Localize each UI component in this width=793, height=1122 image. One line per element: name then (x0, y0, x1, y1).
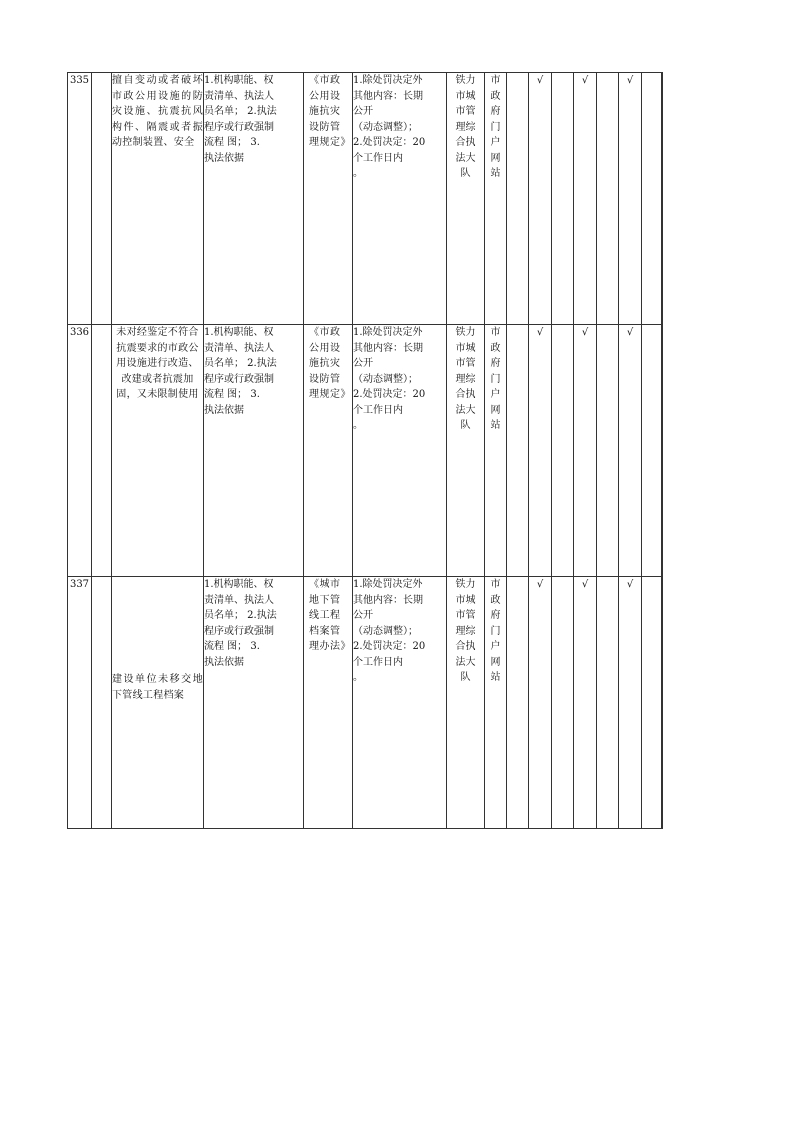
disclosure-table (67, 72, 663, 829)
content-line: 流程 图； 3. (204, 641, 260, 652)
time-line: 其他内容：长期 (353, 594, 423, 606)
time-line: （动态调整）； (353, 121, 418, 133)
channel-text: 市政府门户网站 (490, 75, 501, 179)
content-line: 流程 图； 3. (204, 137, 260, 148)
check-mark-cell: √ (529, 577, 552, 829)
disclosure-content (204, 325, 304, 577)
time-line: 公开 (353, 610, 373, 621)
check-mark-cell: √ (574, 577, 597, 829)
time-line: 2.处罚决定：20 (353, 137, 426, 148)
table-row (68, 73, 663, 325)
disclosure-subject (447, 73, 485, 325)
time-line: 1.除处罚决定外 (353, 579, 423, 590)
subject-text: 铁力市城市管理综合执法大队 (455, 75, 476, 179)
time-line: 个工作日内 (353, 656, 403, 668)
item-name: 未对经鉴定不符合抗震要求的市政公用设施进行改造、改建或者抗震加 固，又未限制使用 (112, 325, 204, 577)
check-mark-cell (597, 73, 619, 325)
disclosure-channel (485, 325, 507, 577)
disclosure-content (204, 73, 304, 325)
check-mark-cell (552, 73, 574, 325)
time-line: 。 (353, 420, 363, 431)
disclosure-basis (304, 577, 353, 829)
table-row (68, 325, 663, 577)
content-line: 员名单； 2.执法 (204, 610, 277, 621)
content-line: 执法依据 (204, 404, 244, 416)
trailing-cell (662, 577, 663, 829)
time-line: 公开 (353, 106, 373, 117)
check-mark-cell (552, 325, 574, 577)
time-line: 。 (353, 168, 363, 179)
disclosure-content (204, 577, 304, 829)
content-line: 执法依据 (204, 656, 244, 668)
row-number: 335 (68, 73, 92, 325)
item-name: 擅自变动或者破坏市政公用设施的防灾设施、抗震抗风构件、隔震或者振动控制装置、安全 (112, 73, 204, 325)
disclosure-time (353, 577, 447, 829)
content-line: 责清单、执法人 (204, 342, 274, 354)
basis-text: 《市政公用设施抗灾设防管理规定》 (309, 75, 351, 148)
time-line: 其他内容：长期 (353, 342, 423, 354)
check-mark-cell: √ (529, 325, 552, 577)
subject-text: 铁力市城市管理综合执法大队 (455, 327, 476, 431)
disclosure-channel (485, 73, 507, 325)
content-line: 责清单、执法人 (204, 90, 274, 102)
time-line: 2.处罚决定：20 (353, 641, 426, 652)
disclosure-time (353, 73, 447, 325)
basis-text: 《城市地下管线工程档案管理办法》 (309, 579, 351, 652)
time-line: （动态调整）； (353, 625, 418, 637)
check-mark-cell (642, 325, 662, 577)
table-body (68, 73, 663, 829)
content-line: 责清单、执法人 (204, 594, 274, 606)
content-line: 执法依据 (204, 152, 244, 164)
check-mark-cell: √ (619, 73, 642, 325)
content-line: 程序或行政强制 (204, 625, 274, 637)
table-row (68, 577, 663, 829)
disclosure-time (353, 325, 447, 577)
time-line: 2.处罚决定：20 (353, 389, 426, 400)
check-mark-cell (642, 73, 662, 325)
spacer-cell (92, 73, 112, 325)
check-mark-cell (597, 325, 619, 577)
check-mark-cell (552, 577, 574, 829)
disclosure-channel (485, 577, 507, 829)
row-number: 336 (68, 325, 92, 577)
basis-text: 《市政公用设施抗灾设防管理规定》 (309, 327, 351, 400)
check-mark-cell: √ (619, 577, 642, 829)
content-line: 1.机构职能、权 (204, 75, 274, 86)
time-line: 个工作日内 (353, 404, 403, 416)
check-mark-cell: √ (619, 325, 642, 577)
disclosure-basis (304, 73, 353, 325)
content-line: 程序或行政强制 (204, 373, 274, 385)
check-mark-cell (597, 577, 619, 829)
disclosure-subject (447, 325, 485, 577)
check-mark-cell: √ (529, 73, 552, 325)
content-line: 员名单； 2.执法 (204, 106, 277, 117)
disclosure-subject (447, 577, 485, 829)
time-line: 1.除处罚决定外 (353, 327, 423, 338)
time-line: （动态调整）； (353, 373, 418, 385)
row-number: 337 (68, 577, 92, 829)
channel-text: 市政府门户网站 (490, 327, 501, 431)
check-mark-cell: √ (574, 325, 597, 577)
spacer-cell (92, 577, 112, 829)
time-line: 公开 (353, 358, 373, 369)
check-mark-cell (507, 325, 529, 577)
time-line: 。 (353, 672, 363, 683)
time-line: 其他内容：长期 (353, 90, 423, 102)
check-mark-cell: √ (574, 73, 597, 325)
item-name: 建设单位未移交地下管线工程档案 (112, 577, 204, 829)
content-line: 程序或行政强制 (204, 121, 274, 133)
content-line: 1.机构职能、权 (204, 579, 274, 590)
trailing-cell (662, 325, 663, 577)
spacer-cell (92, 325, 112, 577)
content-line: 1.机构职能、权 (204, 327, 274, 338)
disclosure-basis (304, 325, 353, 577)
content-line: 流程 图； 3. (204, 389, 260, 400)
check-mark-cell (507, 577, 529, 829)
check-mark-cell (507, 73, 529, 325)
check-mark-cell (642, 577, 662, 829)
content-line: 员名单； 2.执法 (204, 358, 277, 369)
subject-text: 铁力市城市管理综合执法大队 (455, 579, 476, 683)
time-line: 1.除处罚决定外 (353, 75, 423, 86)
channel-text: 市政府门户网站 (490, 579, 501, 683)
trailing-cell (662, 73, 663, 325)
time-line: 个工作日内 (353, 152, 403, 164)
